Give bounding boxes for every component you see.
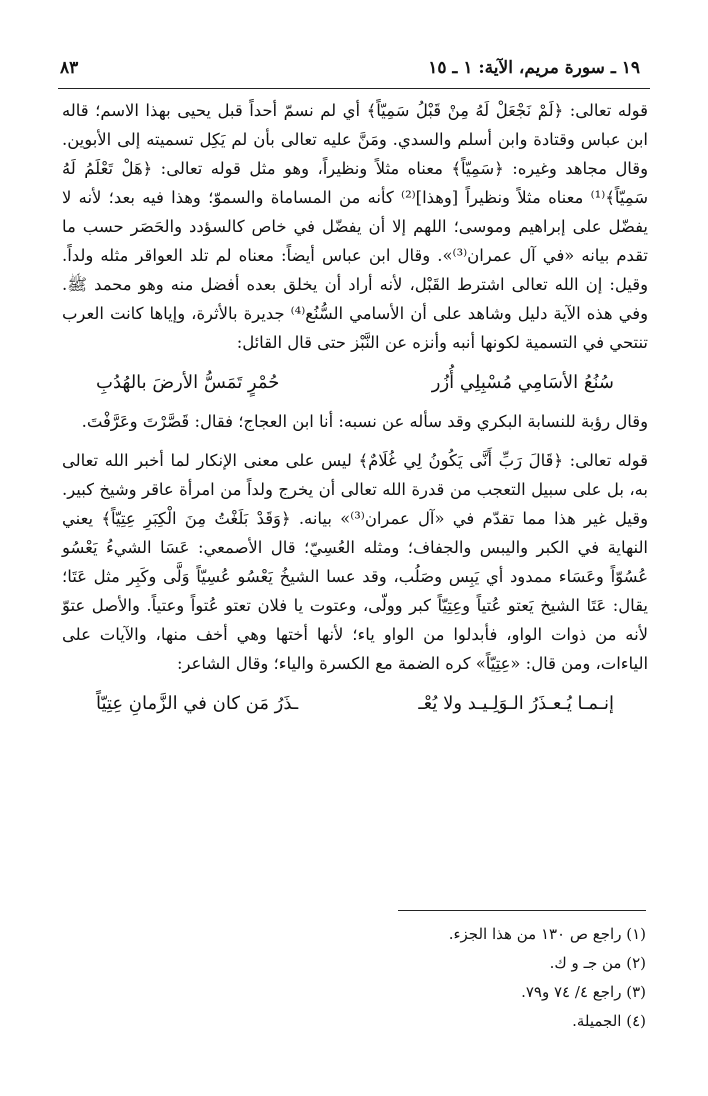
- paragraph-3: قوله تعالى: ﴿قَالَ رَبِّ أَنَّى يَكُونُ لِي غُلَامٌ﴾ ليس على معنى الإنكار لما أخبر الله تعالى به، بل على سبيل التعجب من قدرة الله تعالى أن يخرج ولداً من امرأة عاقر وشيخ كبير. وقيل غير هذا مما تقدّم في «آل عمران⁽³⁾» بيانه. ﴿وَقَدْ بَلَغْتُ مِنَ الْكِبَرِ عِتِيّاً﴾ يعني النهاية في الكبر واليبس والجفاف؛ ومثله العُسِيّ؛ قال الأصمعي: عَسَا الشيءُ يَعْسُو عُسُوّاً وعَسَاء ممدود أي يَبِس وصَلُب، وقد عسا الشيخُ يَعْسُو عُسِيّاً وَلَّى وكَبِر مثل عَتَا؛ يقال: عَتَا الشيخ يَعتو عُتياً وعِتِيّاً كبر وولّى، وعتوت يا فلان تعتو عُتواً وعتياً. والأصل عتوّ لأنه من ذوات الواو، فأبدلوا من الواو ياء؛ لأنها أختها وهي أخف منها، والآيات على الياءات، ومن قال: «عِتِيّاً» كره الضمة مع الكسرة والياء؛ وقال الشاعر:: [62, 451, 648, 673]
- footnote-3: (٣) راجع ٤/ ٧٤ و٧٩.: [521, 983, 646, 1001]
- footnote-4: (٤) الجميلة.: [572, 1012, 646, 1030]
- footnote-2: (٢) من جـ و ك.: [549, 954, 646, 972]
- page-number: ٨٣: [60, 58, 79, 78]
- main-text: [62, 96, 648, 728]
- running-title: ١٩ ـ سورة مريم، الآية: ١ ـ ١٥: [428, 58, 640, 78]
- verse-1-first-hemistich: سُنُعُ الأسَامِي مُسْبِلِي أُزُر: [431, 371, 614, 393]
- verse-1: [62, 357, 648, 407]
- footnote-rule: [398, 910, 646, 911]
- paragraph-1: قوله تعالى: ﴿لَمْ نَجْعَلْ لَهُ مِنْ قَبْلُ سَمِيّاً﴾ أي لم نسمّ أحداً قبل يحيى بهذا الاسم؛ قاله ابن عباس وقتادة وابن أسلم والسدي. ومَنَّ عليه تعالى بأن لم يَكِل تسميته إلى الأبوين. وقال مجاهد وغيره: ﴿سَمِيّاً﴾ معناه مثلاً ونظيراً، وهو مثل قوله تعالى: ﴿هَلْ تَعْلَمُ لَهُ سَمِيّاً﴾⁽¹⁾ معناه مثلاً ونظيراً [وهذا]⁽²⁾ كأنه من المساماة والسموّ؛ وهذا فيه بعد؛ لأنه لا يفضّل على إبراهيم وموسى؛ اللهم إلا أن يفضّل في خاص كالسؤدد والحَصَر حسب ما تقدم بيانه «في آل عمران⁽³⁾». وقال ابن عباس أيضاً: معناه لم تلد العواقر مثله ولداً. وقيل: إن الله تعالى اشترط القَبْل، لأنه أراد أن يخلق بعده أفضل منه وهو محمد ﷺ. وفي هذه الآية دليل وشاهد على أن الأسامي السُّنُع⁽⁴⁾ جديرة بالأثرة، وإياها كانت العرب تنتحي في التسمية لكونها أنبه وأنزه عن النَّبْز حتى قال القائل:: [62, 101, 648, 352]
- verse-2: [62, 678, 648, 728]
- footnotes: [246, 920, 646, 1036]
- header-rule: [58, 88, 650, 89]
- page-header: [60, 58, 640, 88]
- verse-2-first-hemistich: إنـمـا يُـعـذَرُ الـوَلِـيـد ولا يُعْـ: [418, 692, 614, 714]
- footnote-1: (١) راجع ص ١٣٠ من هذا الجزء.: [448, 925, 646, 943]
- verse-2-second-hemistich: ـذَرُ مَن كان في الزَّمانِ عِتِيّاً: [96, 692, 299, 714]
- paragraph-2: وقال رؤبة للنسابة البكري وقد سأله عن نسبه: أنا ابن العجاج؛ فقال: قَصَّرْتَ وعَرَّفْتَ.: [81, 412, 648, 431]
- verse-1-second-hemistich: حُمْرٍ تَمَسُّ الأرضَ بالهُدُبِ: [96, 371, 280, 393]
